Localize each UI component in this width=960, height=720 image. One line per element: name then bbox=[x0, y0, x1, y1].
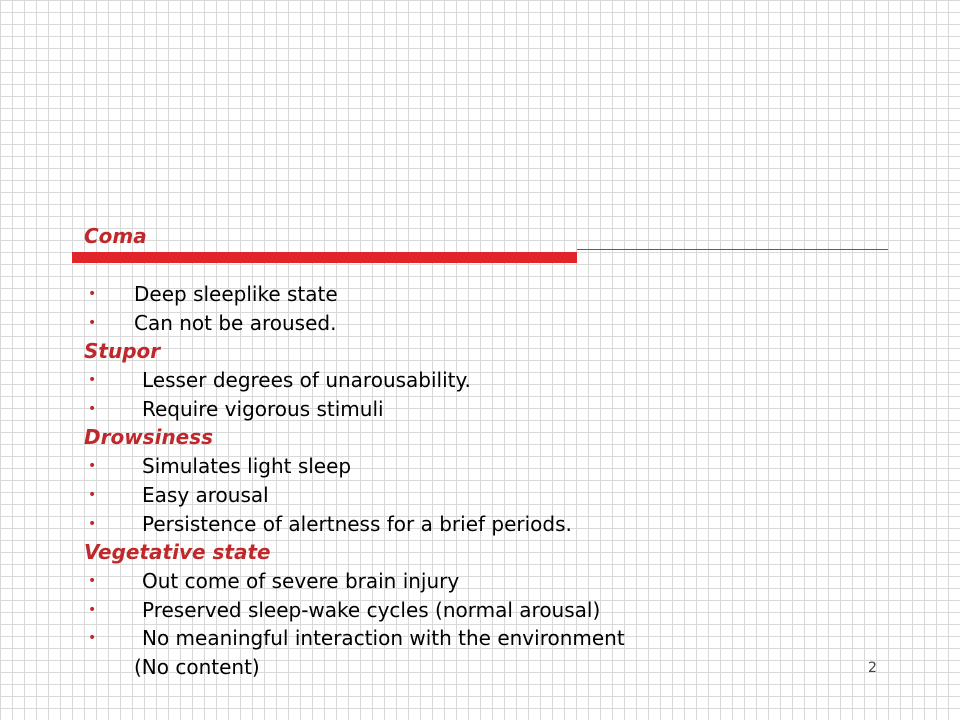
bullet-icon: • bbox=[88, 458, 97, 475]
bullet-icon: • bbox=[88, 486, 97, 503]
list-item bbox=[84, 567, 884, 596]
bullet-icon: • bbox=[88, 572, 97, 589]
list-item-text: Persistence of alertness for a brief periods. bbox=[142, 511, 572, 536]
list-item-text: Out come of severe brain injury bbox=[142, 568, 460, 593]
slide-content bbox=[84, 280, 884, 682]
list-item bbox=[84, 481, 884, 510]
list-item-text: Lesser degrees of unarousability. bbox=[142, 368, 471, 393]
list-item-text: Deep sleeplike state bbox=[134, 282, 338, 306]
list-item bbox=[84, 309, 884, 338]
bullet-icon: • bbox=[88, 515, 97, 532]
list-item-text: Easy arousal bbox=[142, 482, 269, 507]
list-item-text: (No content) bbox=[134, 654, 260, 679]
list-item-text: Preserved sleep-wake cycles (normal arousal) bbox=[142, 597, 601, 622]
bullet-icon: • bbox=[88, 372, 97, 389]
title-underline-thick bbox=[72, 252, 577, 263]
list-item-continuation bbox=[84, 653, 884, 682]
page-number: 2 bbox=[868, 660, 877, 676]
section-heading-vegetative-state: Vegetative state bbox=[84, 540, 271, 565]
list-item-text: No meaningful interaction with the environment bbox=[142, 626, 625, 651]
bullet-icon: • bbox=[88, 630, 97, 647]
bullet-icon: • bbox=[88, 400, 97, 417]
list-item bbox=[84, 395, 884, 424]
list-item bbox=[84, 510, 884, 539]
section-heading-stupor: Stupor bbox=[84, 339, 161, 364]
list-item-text: Simulates light sleep bbox=[142, 454, 352, 479]
section-heading-drowsiness: Drowsiness bbox=[84, 425, 214, 450]
list-item bbox=[84, 366, 884, 395]
list-item bbox=[84, 596, 884, 625]
list-item-text: Can not be aroused. bbox=[134, 310, 337, 335]
slide-title: Coma bbox=[84, 224, 147, 248]
list-item-text: Require vigorous stimuli bbox=[142, 396, 384, 421]
list-item bbox=[84, 452, 884, 481]
bullet-icon: • bbox=[88, 601, 97, 618]
bullet-icon: • bbox=[88, 286, 97, 302]
bullet-icon: • bbox=[88, 314, 97, 331]
list-item bbox=[84, 280, 884, 309]
title-underline-thin bbox=[577, 249, 888, 250]
list-item bbox=[84, 624, 884, 653]
